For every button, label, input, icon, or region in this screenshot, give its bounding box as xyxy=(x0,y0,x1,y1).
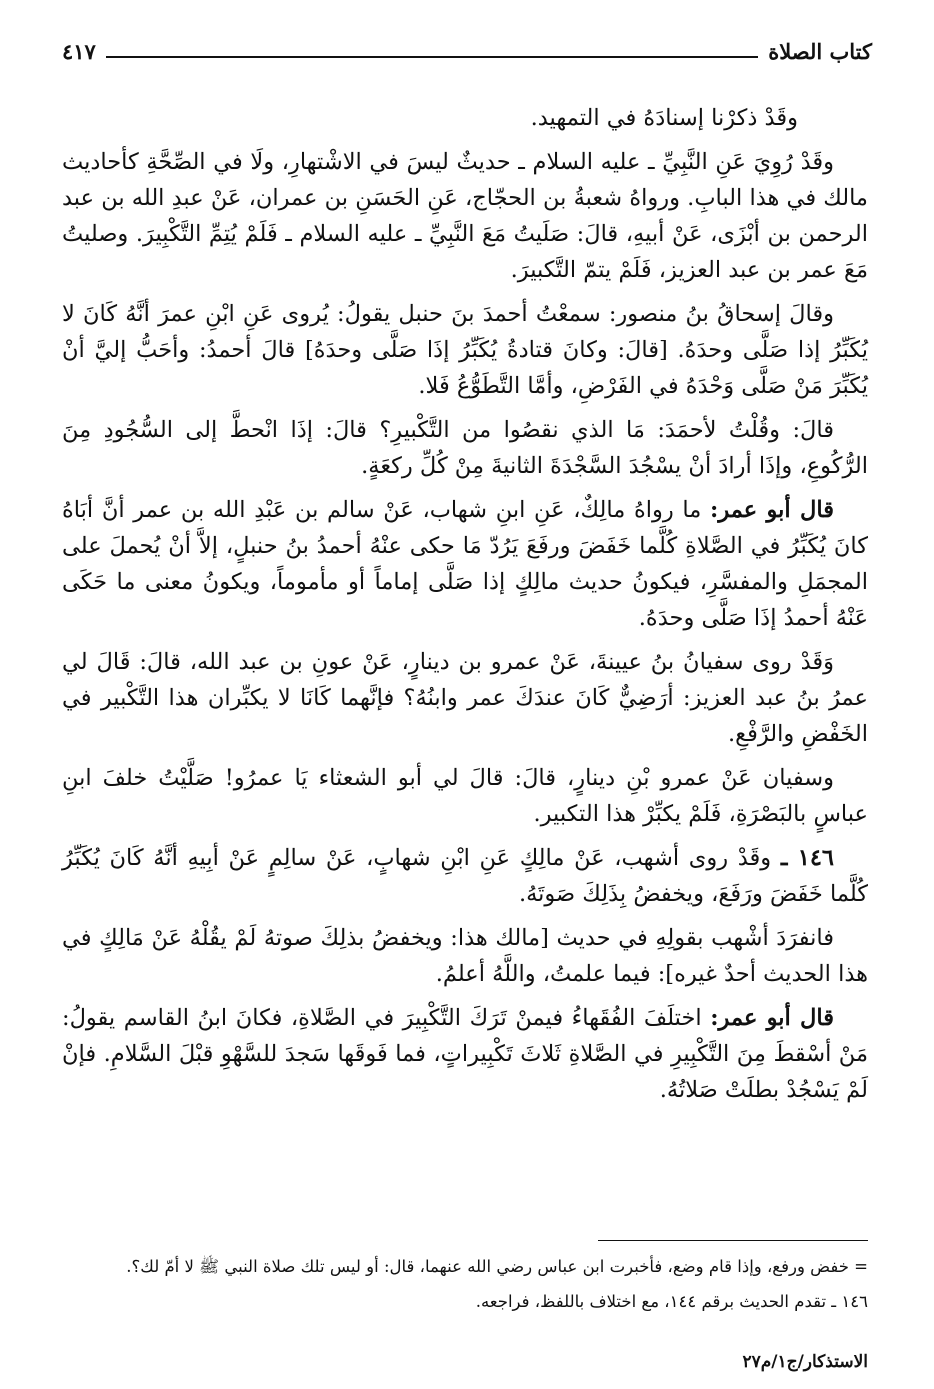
running-title: كتاب الصلاة xyxy=(768,39,872,64)
signature-mark: الاستذكار/ج١/م٢٧ xyxy=(742,1352,868,1372)
header-rule xyxy=(106,56,758,58)
paragraph-label: قال أبو عمر: xyxy=(710,497,835,523)
paragraph: قالَ: وقُلْتُ لأحمَدَ: مَا الذي نقصُوا من التَّكْبيرِ؟ قالَ: إذَا انْحطَّ إلى السُّجُودِ مِنَ الرُّكُوعِ، وإذَا أرادَ أنْ يسْجُدَ السَّجْدَةَ الثانيةَ مِنْ كُلِّ ركعَةٍ. xyxy=(62,417,868,479)
paragraph: وسفيان عَنْ عمرو بْنِ دينارٍ، قالَ: قالَ لي أبو الشعثاء يَا عمرُو! صَلَّيْتُ خلفَ ابنِ عباسٍ بالبَصْرَةِ، فَلَمْ يكبِّرْ هذا التكبير. xyxy=(62,765,868,827)
paragraph: فانفرَدَ أشْهب بقولِهِ في حديث [مالك هذا: ويخفضُ بذلِكَ صوتهُ لَمْ يقُلْهُ عَنْ مَالِكٍ في هذا الحديث أحدٌ غيره]: فيما علمتُ، واللَّهُ أعلمُ. xyxy=(62,925,868,987)
paragraph: قال أبو عمر: اختلَفَ الفُقَهاءُ فيمنْ تَرَكَ التَّكْبِيرَ في الصَّلاةِ، فكانَ ابنُ القاسم يقولُ: مَنْ أسْقطَ مِنَ التَّكْبِيرِ في الصَّلاةِ ثَلاثَ تَكْبِيراتٍ، فما فَوقَها سَجدَ للسَّهْوِ قبْلَ السَّلامِ. فإنْ لَمْ يَسْجُدْ بطلَتْ صَلاتُهُ. xyxy=(62,1005,868,1103)
footnotes xyxy=(62,1252,868,1322)
paragraph: وَقَدْ روى سفيانُ بنُ عيينةَ، عَنْ عمرو بن دينارٍ، عَنْ عونِ بن عبد الله، قالَ: قَالَ لي عمرُ بنُ عبد العزيز: أرَضِيٌّ كَانَ عندَكَ عمر وابنُهُ؟ فإنَّهما كَانَا لا يكبِّران هذا التَّكْبير في الخَفْضِ والرَّفْعِ. xyxy=(62,649,868,747)
footnote: = خفض ورفع، وإذا قام وضع، فأخبرت ابن عباس رضي الله عنهما، قال: أو ليس تلك صلاة النبي ﷺ لا أمّ لك؟. xyxy=(126,1257,868,1276)
page-header xyxy=(62,30,872,64)
footnote-rule xyxy=(598,1240,868,1241)
footnote: ١٤٦ ـ تقدم الحديث برقم ١٤٤، مع اختلاف باللفظ، فراجعه. xyxy=(475,1292,868,1311)
main-text xyxy=(62,100,868,1116)
paragraph: وقَدْ ذكرْنا إسنادَهُ في التمهيد. xyxy=(530,105,798,131)
page-number: ٤١٧ xyxy=(62,39,96,64)
paragraph-label: قال أبو عمر: xyxy=(710,1005,835,1031)
paragraph: وقَدْ رُوِيَ عَنِ النَّبِيِّ ـ عليه السلام ـ حديثٌ ليسَ في الاشْتهارِ، ولَا في الصِّحَّةِ كأحاديث مالك في هذا البابِ. ورواهُ شعبةُ بن الحجّاج، عَنِ الحَسَنِ بن عمران، عَنْ عبدِ الله بن عبد الرحمن بن أبْزَى، عَنْ أبيهِ، قالَ: صَلَيتُ مَعَ النَّبِيِّ ـ عليه السلام ـ فَلَمْ يُتِمِّ التَّكْبِيرَ. وصليتُ مَعَ عمر بن عبد العزيز، فَلَمْ يتمّ التَّكبيرَ. xyxy=(62,149,868,283)
hadith-number: ١٤٦ ـ xyxy=(780,845,835,871)
paragraph: قال أبو عمر: ما رواهُ مالِكٌ، عَنِ ابنِ شهاب، عَنْ سالم بن عَبْدِ الله بن عمر أنَّ أبَاهُ كانَ يُكَبِّرُ في الصَّلاةِ كُلَّما خَفَضَ ورفَعَ يَرُدّ مَا حكى عنْهُ أحمدُ بنُ حنبلٍ، إلاَّ أنْ يُحملَ على المجمَلِ والمفسَّرِ، فيكونُ حديث مالِكٍ إذا صَلَّى إماماً أو مأموماً، ويكونُ معنى ما حَكَى عَنْهُ أحمدُ إذَا صَلَّى وحدَهُ. xyxy=(62,497,868,631)
paragraph: وقالَ إسحاقُ بنُ منصور: سمعْتُ أحمدَ بنَ حنبل يقولُ: يُروى عَنِ ابْنِ عمرَ أنَّهُ كَانَ لا يُكَبِّرُ إذا صَلَّى وحدَهُ. [قالَ: وكانَ قتادةُ يُكَبِّرُ إذَا صَلَّى وحدَهُ] قالَ أحمدُ: وأحَبُّ إليَّ أنْ يُكَبِّرَ مَنْ صَلَّى وَحْدَهُ في الفَرْضِ، وأمَّا التَّطَوُّعُ فَلا. xyxy=(62,301,868,399)
paragraph: ١٤٦ ـ وقَدْ روى أشهب، عَنْ مالِكٍ عَنِ ابْنِ شهابٍ، عَنْ سالِمٍ عَنْ أبِيهِ أنَّهُ كَانَ يُكَبِّرُ كُلَّما خَفَضَ ورَفَعَ، ويخفضُ بِذَلِكَ صَوتَهُ. xyxy=(62,845,868,907)
